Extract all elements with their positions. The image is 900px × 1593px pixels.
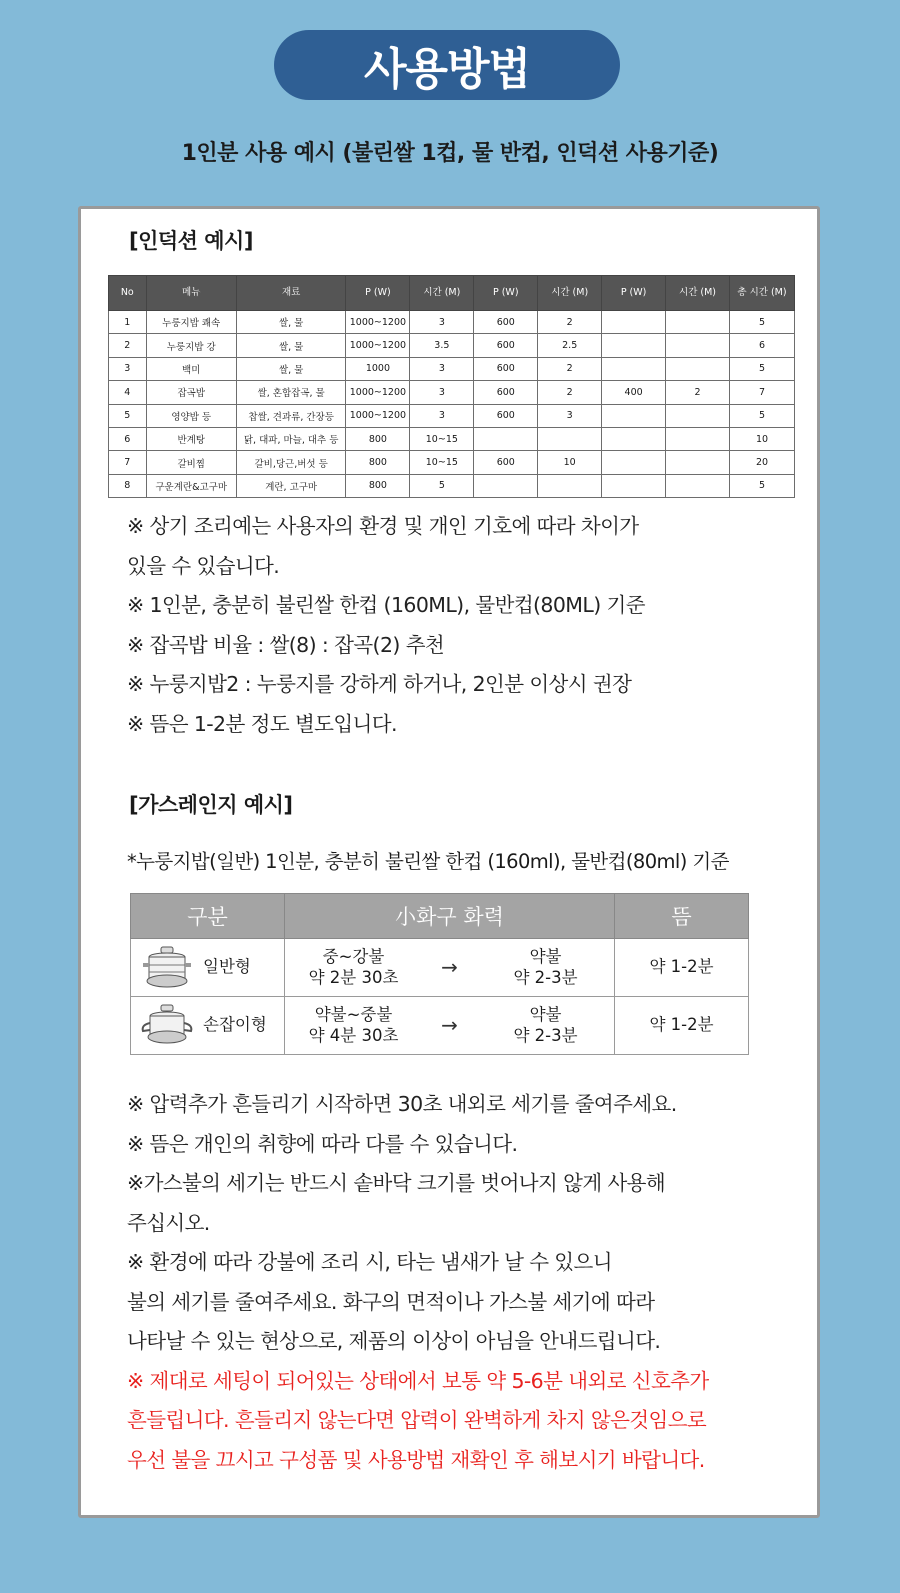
warning-line: 흔들립니다. 흔들리지 않는다면 압력이 완벽하게 차지 않은것임으로 <box>127 1408 707 1432</box>
table-cell: 20 <box>729 451 794 474</box>
table-cell: 10~15 <box>410 451 474 474</box>
table-cell: 7 <box>729 381 794 404</box>
table-cell: 6 <box>109 427 147 450</box>
induction-table <box>108 275 795 498</box>
table-cell: 600 <box>474 404 538 427</box>
table-cell: 3 <box>538 404 602 427</box>
table-cell: 3 <box>410 404 474 427</box>
table-row <box>109 311 795 334</box>
table-cell: 10 <box>538 451 602 474</box>
table-cell: 영양밥 등 <box>146 404 236 427</box>
table-cell: 1 <box>109 311 147 334</box>
note-line: 불의 세기를 줄여주세요. 화구의 면적이나 가스불 세기에 따라 <box>127 1289 655 1314</box>
table-cell: 400 <box>602 381 666 404</box>
col-ingredients: 재료 <box>236 276 346 311</box>
table-cell: 닭, 대파, 마늘, 대추 등 <box>236 427 346 450</box>
table-cell: 2.5 <box>538 334 602 357</box>
rest-time: 약 1-2분 <box>615 939 749 997</box>
table-row <box>109 451 795 474</box>
table-cell <box>666 311 730 334</box>
gas-header-row <box>131 894 749 939</box>
table-cell: 3.5 <box>410 334 474 357</box>
table-cell: 반계탕 <box>146 427 236 450</box>
induction-heading: [인덕션 예시] <box>129 229 253 253</box>
table-cell <box>666 404 730 427</box>
table-cell: 쌀, 물 <box>236 357 346 380</box>
note-line: ※ 누룽지밥2 : 누룽지를 강하게 하거나, 2인분 이상시 권장 <box>127 672 632 696</box>
col-rest: 뜸 <box>615 894 749 939</box>
table-cell: 8 <box>109 474 147 497</box>
table-cell <box>602 357 666 380</box>
table-cell <box>538 474 602 497</box>
table-cell: 누룽지밥 강 <box>146 334 236 357</box>
gas-subheading: *누룽지밥(일반) 1인분, 충분히 불린쌀 한컵 (160ml), 물반컵(80ml) 기준 <box>127 850 729 873</box>
table-cell: 800 <box>346 451 410 474</box>
table-cell: 600 <box>474 334 538 357</box>
pot-icon <box>141 945 193 991</box>
gas-heading: [가스레인지 예시] <box>129 793 293 817</box>
table-cell: 쌀, 물 <box>236 334 346 357</box>
col-heat: 小화구 화력 <box>285 894 615 939</box>
table-cell: 10~15 <box>410 427 474 450</box>
table-row <box>109 474 795 497</box>
table-cell: 1000~1200 <box>346 381 410 404</box>
induction-header-row <box>109 276 795 311</box>
heat-level: 약불 <box>529 946 562 966</box>
gas-row-handle <box>131 997 749 1055</box>
content-card <box>78 206 820 1518</box>
note-line: 나타날 수 있는 현상으로, 제품의 이상이 아님을 안내드립니다. <box>127 1329 661 1353</box>
table-cell: 계란, 고구마 <box>236 474 346 497</box>
heat-time: 약 2-3분 <box>513 1025 578 1045</box>
gas-row-standard <box>131 939 749 997</box>
note-line: 주십시오. <box>127 1210 210 1235</box>
table-cell: 5 <box>729 311 794 334</box>
table-cell: 갈비,당근,버섯 등 <box>236 451 346 474</box>
note-line: ※ 1인분, 충분히 불린쌀 한컵 (160ML), 물반컵(80ML) 기준 <box>127 593 645 617</box>
note-line: ※ 잡곡밥 비율 : 쌀(8) : 잡곡(2) 추천 <box>127 632 445 657</box>
table-cell <box>602 334 666 357</box>
table-cell <box>602 451 666 474</box>
table-cell <box>666 427 730 450</box>
table-cell <box>538 427 602 450</box>
table-cell: 잡곡밥 <box>146 381 236 404</box>
table-cell: 갈비찜 <box>146 451 236 474</box>
page-title: 사용방법 <box>274 30 620 100</box>
table-cell <box>666 357 730 380</box>
table-cell: 7 <box>109 451 147 474</box>
table-cell: 2 <box>538 311 602 334</box>
table-cell: 5 <box>729 474 794 497</box>
table-cell: 2 <box>538 357 602 380</box>
table-cell <box>602 404 666 427</box>
table-cell: 4 <box>109 381 147 404</box>
note-line: ※ 상기 조리예는 사용자의 환경 및 개인 기호에 따라 차이가 <box>127 514 639 538</box>
gas-notes <box>127 1085 709 1480</box>
table-cell: 1000~1200 <box>346 404 410 427</box>
page-subtitle: 1인분 사용 예시 (불린쌀 1컵, 물 반컵, 인덕션 사용기준) <box>181 141 719 166</box>
table-cell: 찹쌀, 견과류, 간장등 <box>236 404 346 427</box>
col-time-3: 시간 (M) <box>666 276 730 311</box>
table-cell: 600 <box>474 311 538 334</box>
induction-notes <box>127 507 645 744</box>
table-cell: 2 <box>666 381 730 404</box>
gas-table <box>130 893 749 1055</box>
arrow-icon: → <box>441 1013 458 1037</box>
table-cell: 600 <box>474 381 538 404</box>
note-line: ※ 환경에 따라 강불에 조리 시, 타는 냄새가 날 수 있으니 <box>127 1250 612 1274</box>
table-cell <box>602 427 666 450</box>
col-power-2: P (W) <box>474 276 538 311</box>
table-cell: 800 <box>346 474 410 497</box>
table-cell <box>474 427 538 450</box>
table-cell <box>666 451 730 474</box>
table-cell: 1000~1200 <box>346 334 410 357</box>
table-cell: 3 <box>109 357 147 380</box>
table-cell: 3 <box>410 381 474 404</box>
heat-time: 약 2-3분 <box>513 967 578 987</box>
table-cell <box>602 311 666 334</box>
table-cell <box>666 474 730 497</box>
table-cell: 600 <box>474 357 538 380</box>
table-cell: 쌀, 혼합잡곡, 물 <box>236 381 346 404</box>
table-cell: 1000~1200 <box>346 311 410 334</box>
type-label: 손잡이형 <box>203 1015 267 1035</box>
note-line: ※ 뜸은 1-2분 정도 별도입니다. <box>127 711 397 736</box>
table-row <box>109 381 795 404</box>
table-cell: 10 <box>729 427 794 450</box>
table-row <box>109 357 795 380</box>
table-cell: 5 <box>410 474 474 497</box>
col-menu: 메뉴 <box>146 276 236 311</box>
heat-time: 약 4분 30초 <box>308 1025 399 1045</box>
warning-line: 우선 불을 끄시고 구성품 및 사용방법 재확인 후 해보시기 바랍니다. <box>127 1447 705 1472</box>
table-cell: 백미 <box>146 357 236 380</box>
type-label: 일반형 <box>203 957 251 977</box>
col-no: No <box>109 276 147 311</box>
heat-time: 약 2분 30초 <box>308 967 399 987</box>
table-cell: 3 <box>410 311 474 334</box>
table-row <box>109 427 795 450</box>
table-cell: 800 <box>346 427 410 450</box>
arrow-icon: → <box>441 955 458 979</box>
table-cell: 2 <box>109 334 147 357</box>
pot-handle-icon <box>141 1003 193 1049</box>
table-cell: 3 <box>410 357 474 380</box>
table-cell: 5 <box>729 404 794 427</box>
col-power-3: P (W) <box>602 276 666 311</box>
note-line: 있을 수 있습니다. <box>127 553 280 578</box>
heat-level: 약불~중불 <box>314 1004 393 1024</box>
table-cell <box>666 334 730 357</box>
table-cell <box>474 474 538 497</box>
table-cell: 2 <box>538 381 602 404</box>
table-cell: 600 <box>474 451 538 474</box>
rest-time: 약 1-2분 <box>615 997 749 1055</box>
table-cell: 5 <box>729 357 794 380</box>
col-power-1: P (W) <box>346 276 410 311</box>
table-cell <box>602 474 666 497</box>
table-cell: 누룽지밥 쾌속 <box>146 311 236 334</box>
heat-level: 중~강불 <box>322 946 385 966</box>
table-cell: 쌀, 물 <box>236 311 346 334</box>
warning-line: ※ 제대로 세팅이 되어있는 상태에서 보통 약 5-6분 내외로 신호추가 <box>127 1368 709 1393</box>
col-total-time: 총 시간 (M) <box>729 276 794 311</box>
col-time-2: 시간 (M) <box>538 276 602 311</box>
note-line: ※ 압력추가 흔들리기 시작하면 30초 내외로 세기를 줄여주세요. <box>127 1092 677 1116</box>
col-type: 구분 <box>131 894 285 939</box>
table-row <box>109 404 795 427</box>
note-line: ※ 뜸은 개인의 취향에 따라 다를 수 있습니다. <box>127 1131 518 1156</box>
table-cell: 1000 <box>346 357 410 380</box>
col-time-1: 시간 (M) <box>410 276 474 311</box>
table-cell: 5 <box>109 404 147 427</box>
table-cell: 구운계란&고구마 <box>146 474 236 497</box>
table-cell: 6 <box>729 334 794 357</box>
note-line: ※가스불의 세기는 반드시 솥바닥 크기를 벗어나지 않게 사용해 <box>127 1171 666 1195</box>
heat-level: 약불 <box>529 1004 562 1024</box>
table-row <box>109 334 795 357</box>
